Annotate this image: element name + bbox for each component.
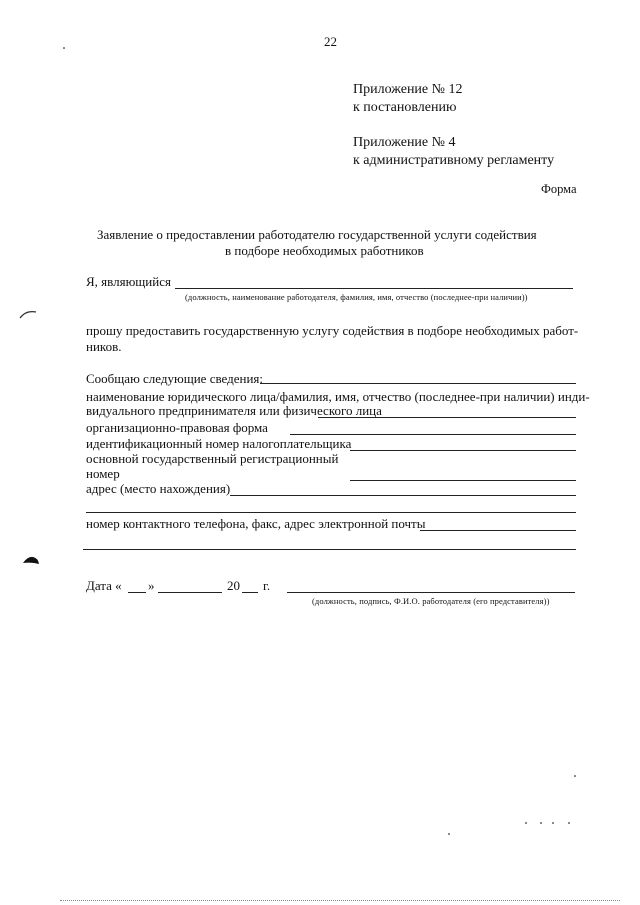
document-title-line-1: Заявление о предоставлении работодателю государственной услуги содействия (97, 227, 537, 242)
scan-speck (540, 822, 542, 824)
info-name-line-1: наименование юридического лица/фамилия, имя, отчество (последнее-при наличии) инди- (86, 389, 590, 404)
info-address-line-2[interactable] (86, 512, 576, 513)
info-ogrn-line-2: номер (86, 466, 120, 481)
request-line-1: прошу предоставить государственную услугу содействия в подборе необходимых работ- (86, 323, 579, 338)
info-inn: идентификационный номер налогоплательщика (86, 436, 352, 451)
date-quote-close: » (148, 578, 155, 593)
applicant-field-line[interactable] (175, 288, 573, 289)
date-year-suffix: г. (263, 578, 271, 593)
applicant-label: Я, являющийся (86, 274, 171, 289)
info-name-field-line[interactable] (318, 417, 576, 418)
info-name-line-2: видуального предпринимателя или физического лица (86, 403, 382, 418)
form-label: Форма (541, 182, 577, 196)
appendix-1-line-1: Приложение № 12 (353, 82, 463, 97)
appendix-1-line-2: к постановлению (353, 100, 457, 115)
document-title-line-2: в подборе необходимых работников (225, 243, 424, 258)
applicant-hint: (должность, наименование работодателя, фамилия, имя, отчество (последнее-при наличии)) (185, 292, 528, 302)
info-inn-line[interactable] (350, 450, 576, 451)
info-legal-form-line[interactable] (290, 434, 576, 435)
info-legal-form: организационно-правовая форма (86, 420, 268, 435)
info-contacts-line[interactable] (420, 530, 576, 531)
scan-speck (574, 775, 576, 777)
info-intro: Сообщаю следующие сведения: (86, 371, 264, 386)
date-day-line[interactable] (128, 592, 146, 593)
scan-speck (525, 822, 527, 824)
date-label: Дата « (86, 578, 122, 593)
margin-speck (63, 47, 65, 49)
date-year-line[interactable] (242, 592, 258, 593)
request-line-2: ников. (86, 339, 122, 354)
info-address: адрес (место нахождения) (86, 481, 231, 496)
page-number: 22 (324, 34, 337, 49)
info-ogrn-line[interactable] (350, 480, 576, 481)
info-intro-line[interactable] (260, 383, 576, 384)
date-month-line[interactable] (158, 592, 222, 593)
info-contacts-line-2[interactable] (83, 549, 576, 550)
appendix-2-line-1: Приложение № 4 (353, 135, 456, 150)
info-ogrn-line-1: основной государственный регистрационный (86, 451, 339, 466)
info-address-line[interactable] (230, 495, 576, 496)
margin-mark-curve (18, 308, 40, 320)
margin-mark-blot (22, 554, 40, 566)
appendix-2-line-2: к административному регламенту (353, 153, 555, 168)
scan-edge-line (60, 900, 620, 901)
info-contacts: номер контактного телефона, факс, адрес электронной почты (86, 516, 426, 531)
date-year-prefix: 20 (227, 578, 240, 593)
signature-line[interactable] (287, 592, 575, 593)
scan-speck (448, 833, 450, 835)
scan-speck (552, 822, 554, 824)
signature-hint: (должность, подпись, Ф.И.О. работодателя (его представителя)) (312, 596, 550, 606)
scan-speck (568, 822, 570, 824)
